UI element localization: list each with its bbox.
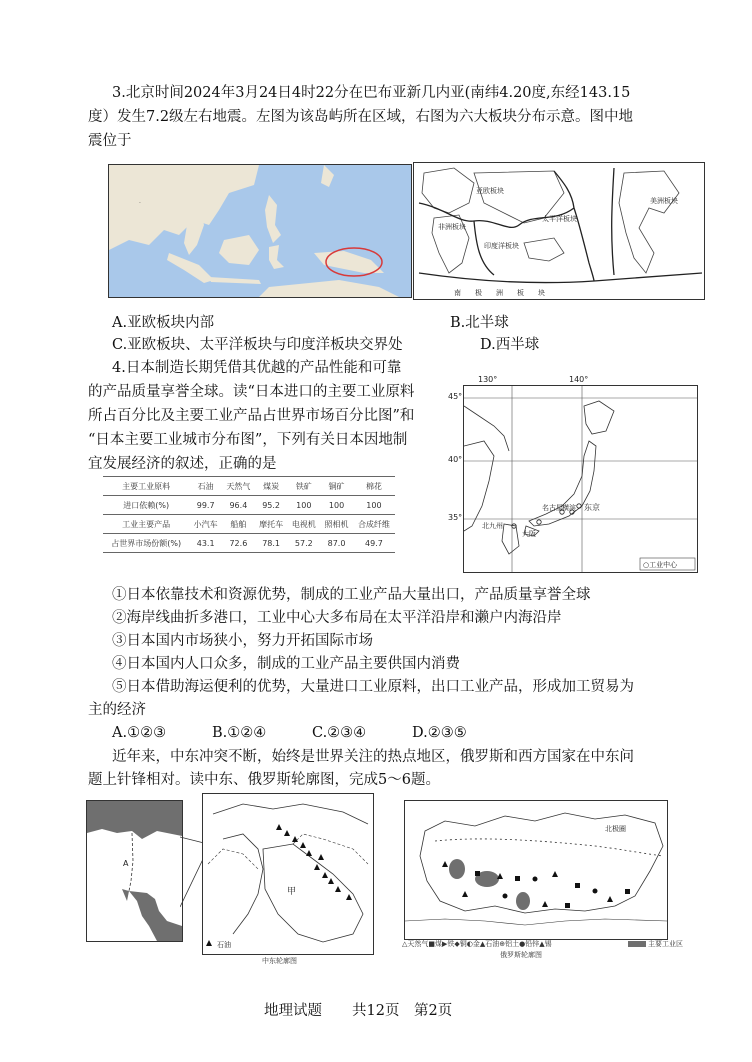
- table-cell: 78.1: [255, 534, 288, 553]
- table-cell: 43.1: [189, 534, 222, 553]
- q4-choice-c: C.②③④: [312, 725, 367, 741]
- japan-map-legend: ○工业中心: [643, 561, 678, 569]
- q4-statement-5a: ⑤日本借助海运便利的优势，大量进口工业原料，出口工业产品，形成加工贸易为: [112, 679, 634, 695]
- table-cell: 电视机: [287, 515, 320, 534]
- plates-map-svg: [414, 163, 704, 299]
- lat-35: 35°: [448, 513, 463, 522]
- table-cell: 95.2: [255, 496, 288, 515]
- table-cell: 57.2: [287, 534, 320, 553]
- lat-40: 40°: [448, 455, 463, 464]
- table-cell: 87.0: [320, 534, 353, 553]
- arctic-circle-label: 北极圈: [605, 825, 626, 833]
- q4-line2: 的产品质量享誉全球。读“日本进口的主要工业原料: [88, 384, 415, 400]
- footer-page-number: 第2页: [414, 1003, 453, 1019]
- q56-intro-line2: 题上针锋相对。读中东、俄罗斯轮廓图，完成5～6题。: [88, 772, 440, 788]
- table-cell: 小汽车: [189, 515, 222, 534]
- plate-label-eurasian: 亚欧板块: [476, 187, 504, 195]
- table-row: [103, 496, 395, 515]
- russia-legend: △天然气■煤▶铁◆铜◐金▲石油⊕铝土●铅锌▲锡: [402, 940, 552, 948]
- q4-line3: 所占百分比及主要工业产品占世界市场百分比图”和: [88, 408, 415, 424]
- table-cell: 100: [353, 496, 395, 515]
- table-cell: 铁矿: [287, 477, 320, 496]
- plates-map: [413, 162, 705, 300]
- middle-east-map: [202, 793, 374, 955]
- city-yokohama: 横滨: [562, 504, 576, 512]
- table-cell: 占世界市场份额(%): [103, 534, 189, 553]
- table-cell: 100: [320, 496, 353, 515]
- footer-total-pages: 共12页: [352, 1003, 400, 1019]
- russia-caption: 俄罗斯轮廓图: [500, 951, 542, 959]
- table-row: [103, 477, 395, 496]
- me-legend-oil: 石油: [217, 941, 231, 949]
- me-label-jia: 甲: [287, 887, 297, 897]
- q3-line2: 度）发生7.2级左右地震。左图为该岛屿所在区域，右图为六大板块分布示意。图中地: [88, 109, 634, 125]
- suez-inset-map: [86, 800, 183, 942]
- q56-intro-line1: 近年来，中东冲突不断，始终是世界关注的热点地区，俄罗斯和西方国家在中东问: [112, 749, 634, 765]
- table-cell: 煤炭: [255, 477, 288, 496]
- table-cell: 船舶: [222, 515, 255, 534]
- middle-east-map-svg: [203, 794, 373, 954]
- city-kitakyushu: 北九州: [482, 522, 503, 530]
- russia-map-svg: [405, 801, 667, 939]
- q4-statement-4: ④日本国内人口众多，制成的工业产品主要供国内消费: [112, 656, 460, 672]
- q3-line1: 3.北京时间2024年3月24日4时22分在巴布亚新几内亚(南纬4.20度,东经143.15: [112, 85, 631, 101]
- table-cell: 工业主要产品: [103, 515, 189, 534]
- table-cell: 49.7: [353, 534, 395, 553]
- table-cell: 进口依赖(%): [103, 496, 189, 515]
- table-cell: 100: [287, 496, 320, 515]
- table-cell: 99.7: [189, 496, 222, 515]
- q4-line1: 4.日本制造长期凭借其优越的产品性能和可靠: [112, 360, 402, 376]
- q4-choice-d: D.②③⑤: [412, 725, 467, 741]
- q4-choice-b: B.①②④: [212, 725, 267, 741]
- table-cell: 铜矿: [320, 477, 353, 496]
- table-cell: 摩托车: [255, 515, 288, 534]
- lon-130: 130°: [478, 375, 498, 384]
- inset-label-a: A: [123, 859, 129, 868]
- japan-city-map-svg: [464, 386, 697, 572]
- q4-choice-a: A.①②③: [112, 725, 167, 741]
- plate-label-antarctic: 南 极 洲 板 块: [454, 289, 545, 297]
- table-cell: 照相机: [320, 515, 353, 534]
- russia-map: [404, 800, 668, 940]
- industrial-zone-swatch: [628, 941, 646, 947]
- q4-statement-2: ②海岸线曲折多港口，工业中心大多布局在太平洋沿岸和濑户内海沿岸: [112, 610, 562, 626]
- footer-subject: 地理试题: [264, 1003, 322, 1019]
- plate-label-african: 非洲板块: [438, 223, 466, 231]
- plate-label-american: 美洲板块: [650, 197, 678, 205]
- q3-line3: 震位于: [88, 133, 132, 149]
- lat-45: 45°: [448, 392, 463, 401]
- lon-140: 140°: [569, 375, 589, 384]
- suez-inset-map-svg: [87, 801, 182, 941]
- sea-region-map-svg: [109, 165, 411, 297]
- table-cell: 主要工业原料: [103, 477, 189, 496]
- russia-legend-industrial: 主要工业区: [648, 940, 683, 948]
- table-row: [103, 515, 395, 534]
- table-cell: 石油: [189, 477, 222, 496]
- table-cell: 72.6: [222, 534, 255, 553]
- svg-text:·: ·: [139, 200, 141, 207]
- japan-city-map: [463, 385, 698, 573]
- table-row: [103, 534, 395, 553]
- table-cell: 96.4: [222, 496, 255, 515]
- plate-label-pacific: 太平洋板块: [542, 215, 577, 223]
- table-cell: 合成纤维: [353, 515, 395, 534]
- city-nagoya: 名古屋: [542, 504, 563, 512]
- q3-option-b: B.北半球: [450, 315, 509, 331]
- plate-label-indian: 印度洋板块: [484, 242, 519, 250]
- q4-statement-5b: 主的经济: [88, 702, 146, 718]
- q4-line4: “日本主要工业城市分布图”，下列有关日本因地制: [88, 432, 408, 448]
- sea-region-map: [108, 164, 412, 298]
- me-caption: 中东轮廓图: [262, 957, 297, 965]
- raw-material-table: [103, 476, 395, 553]
- table-cell: 天然气: [222, 477, 255, 496]
- city-osaka: 大阪: [522, 530, 536, 538]
- q4-statement-3: ③日本国内市场狭小，努力开拓国际市场: [112, 633, 373, 649]
- q3-option-d: D.西半球: [480, 337, 540, 353]
- q4-statement-1: ①日本依靠技术和资源优势，制成的工业产品大量出口，产品质量享誉全球: [112, 587, 591, 603]
- q3-option-a: A.亚欧板块内部: [112, 315, 215, 331]
- city-tokyo: 东京: [584, 503, 600, 512]
- q3-option-c: C.亚欧板块、太平洋板块与印度洋板块交界处: [112, 337, 403, 353]
- table-cell: 棉花: [353, 477, 395, 496]
- q4-line5: 宜发展经济的叙述，正确的是: [88, 456, 277, 472]
